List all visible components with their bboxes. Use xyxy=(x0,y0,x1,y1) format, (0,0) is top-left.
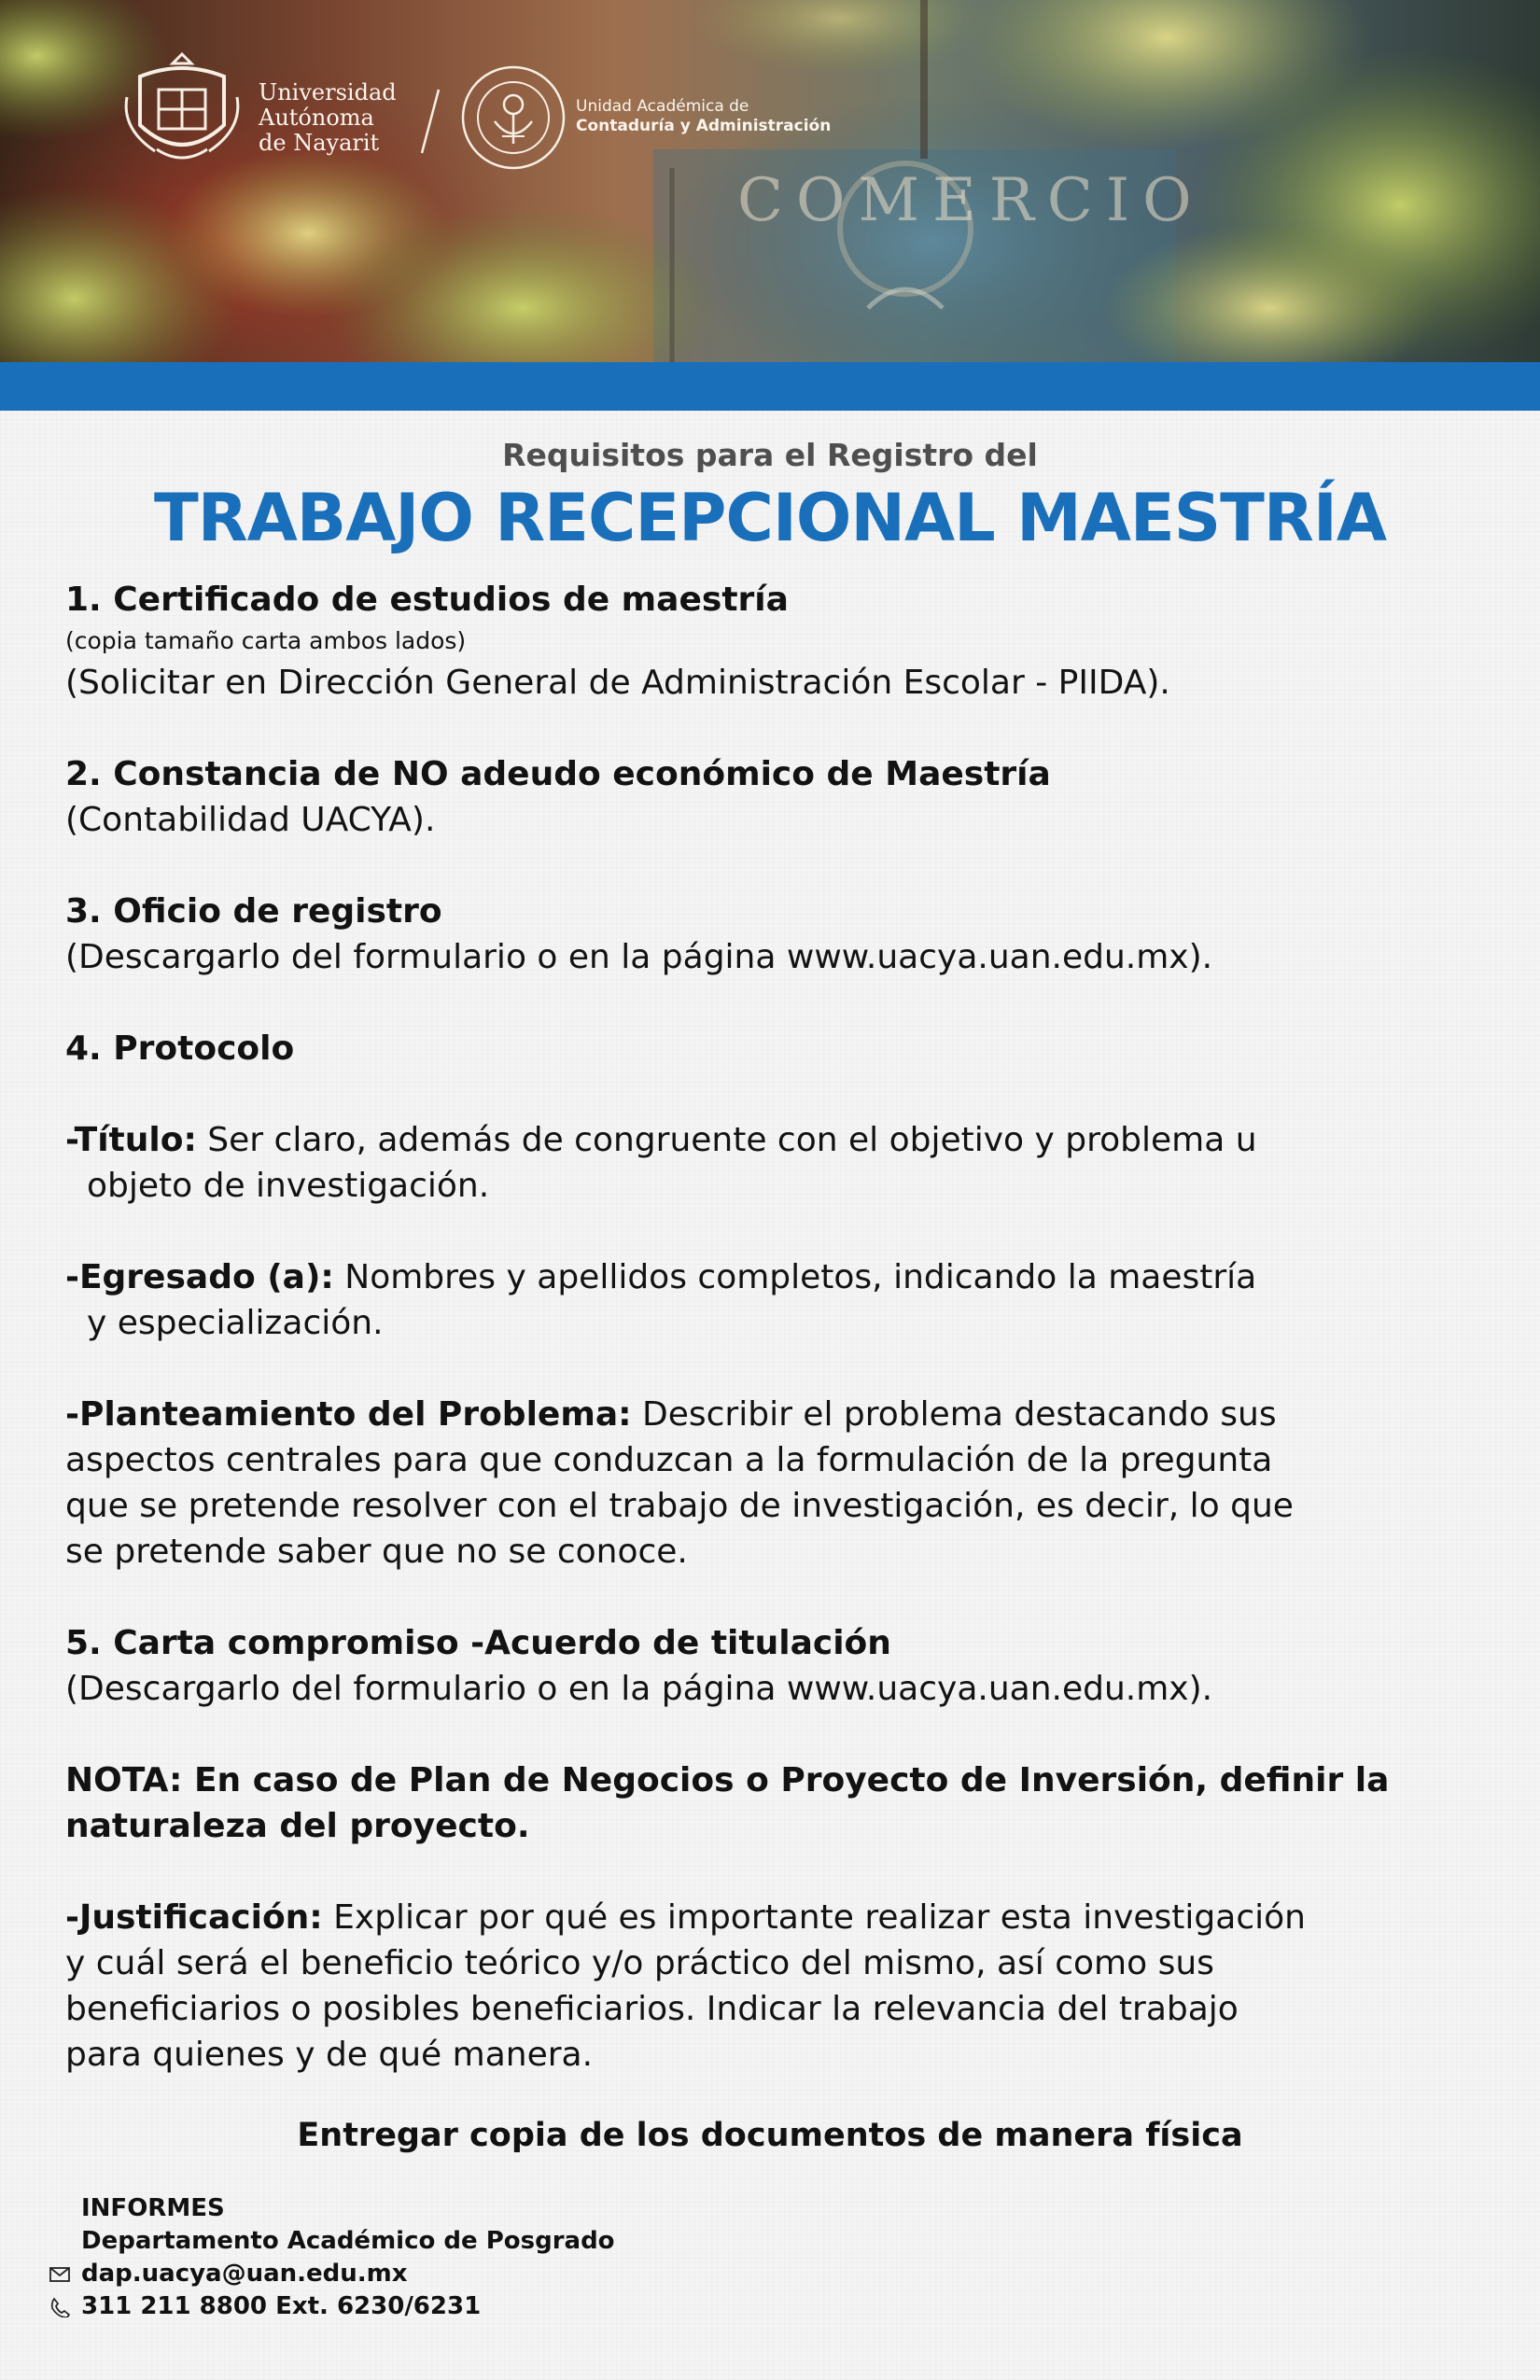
nota-line1: NOTA: En caso de Plan de Negocios o Proyecto de Inversión, definir la xyxy=(65,1761,1390,1799)
delivery-note: Entregar copia de los documentos de manera física xyxy=(297,2117,1243,2154)
protocol-planteamiento-text: Describir el problema destacando sus xyxy=(631,1395,1277,1434)
header-blue-stripe xyxy=(0,362,1540,411)
page-subtitle: Requisitos para el Registro del xyxy=(502,437,1038,473)
requirement-3-heading: 3. Oficio de registro xyxy=(65,892,442,931)
protocol-egresado-line2: y especialización. xyxy=(87,1304,384,1342)
requirement-5-detail: (Descargarlo del formulario o en la página www.uacya.uan.edu.mx). xyxy=(65,1670,1213,1708)
protocol-titulo-label: -Título: xyxy=(65,1121,197,1159)
university-name-line1: Universidad xyxy=(259,79,397,105)
protocol-egresado-label: -Egresado (a): xyxy=(65,1258,334,1296)
requirement-3-detail: (Descargarlo del formulario o en la página www.uacya.uan.edu.mx). xyxy=(65,938,1213,976)
contact-phone-row[interactable] xyxy=(49,2290,702,2323)
requirement-4-heading: 4. Protocolo xyxy=(65,1029,295,1068)
uan-crest-logo xyxy=(119,49,245,170)
protocol-planteamiento-line3: que se pretende resolver con el trabajo de investigación, es decir, lo que xyxy=(65,1487,1294,1525)
academic-unit-line1: Unidad Académica de xyxy=(576,97,749,116)
contact-email[interactable]: dap.uacya@uan.edu.mx xyxy=(81,2260,408,2288)
protocol-titulo-text: Ser claro, además de congruente con el objetivo y problema u xyxy=(196,1121,1257,1159)
protocol-planteamiento xyxy=(65,1392,1484,1437)
university-name xyxy=(259,80,427,156)
requirements-list xyxy=(65,577,1484,2078)
uacya-circle-logo xyxy=(457,62,569,174)
contact-phone[interactable]: 311 211 8800 Ext. 6230/6231 xyxy=(81,2292,482,2320)
protocol-planteamiento-line4: se pretende saber que no se conoce. xyxy=(65,1533,688,1571)
contact-block xyxy=(49,2192,702,2323)
protocol-planteamiento-label: -Planteamiento del Problema: xyxy=(65,1395,632,1434)
academic-unit-name xyxy=(576,97,884,136)
university-name-line2: Autónoma xyxy=(259,105,374,131)
mail-icon xyxy=(49,2264,71,2285)
protocol-egresado-text: Nombres y apellidos completos, indicando la maestría xyxy=(333,1258,1257,1296)
contact-heading: INFORMES xyxy=(81,2194,225,2222)
mural-comercio-text: COMERCIO xyxy=(737,166,1205,235)
nota-line2: naturaleza del proyecto. xyxy=(65,1807,530,1845)
justificacion xyxy=(65,1895,1484,1940)
requirement-5-heading: 5. Carta compromiso -Acuerdo de titulación xyxy=(65,1624,891,1662)
justificacion-text: Explicar por qué es importante realizar esta investigación xyxy=(322,1898,1306,1937)
justificacion-line4: para quienes y de qué manera. xyxy=(65,2036,594,2074)
requirement-1-detail: (Solicitar en Dirección General de Administración Escolar - PIIDA). xyxy=(65,664,1170,702)
protocol-egresado xyxy=(65,1254,1484,1300)
logo-divider-slash xyxy=(418,88,442,155)
justificacion-label: -Justificación: xyxy=(65,1898,323,1937)
contact-department: Departamento Académico de Posgrado xyxy=(81,2227,615,2255)
university-name-line3: de Nayarit xyxy=(259,130,380,156)
justificacion-line2: y cuál será el beneficio teórico y/o práctico del mismo, así como sus xyxy=(65,1944,1214,1982)
requirement-2-detail: (Contabilidad UACYA). xyxy=(65,801,436,839)
academic-unit-line2: Contaduría y Administración xyxy=(576,117,832,135)
protocol-planteamiento-line2: aspectos centrales para que conduzcan a la formulación de la pregunta xyxy=(65,1441,1273,1479)
justificacion-line3: beneficiarios o posibles beneficiarios. Indicar la relevancia del trabajo xyxy=(65,1990,1239,2028)
page-title: TRABAJO RECEPCIONAL MAESTRÍA xyxy=(153,480,1387,556)
requirement-1-note: (copia tamaño carta ambos lados) xyxy=(65,627,467,654)
requirement-2-heading: 2. Constancia de NO adeudo económico de Maestría xyxy=(65,755,1051,793)
header-banner xyxy=(0,0,1540,362)
protocol-titulo-line2: objeto de investigación. xyxy=(87,1167,490,1205)
contact-email-row[interactable] xyxy=(49,2258,702,2290)
phone-icon xyxy=(49,2297,71,2317)
requirement-1-heading: 1. Certificado de estudios de maestría xyxy=(65,581,789,619)
protocol-titulo xyxy=(65,1117,1484,1163)
